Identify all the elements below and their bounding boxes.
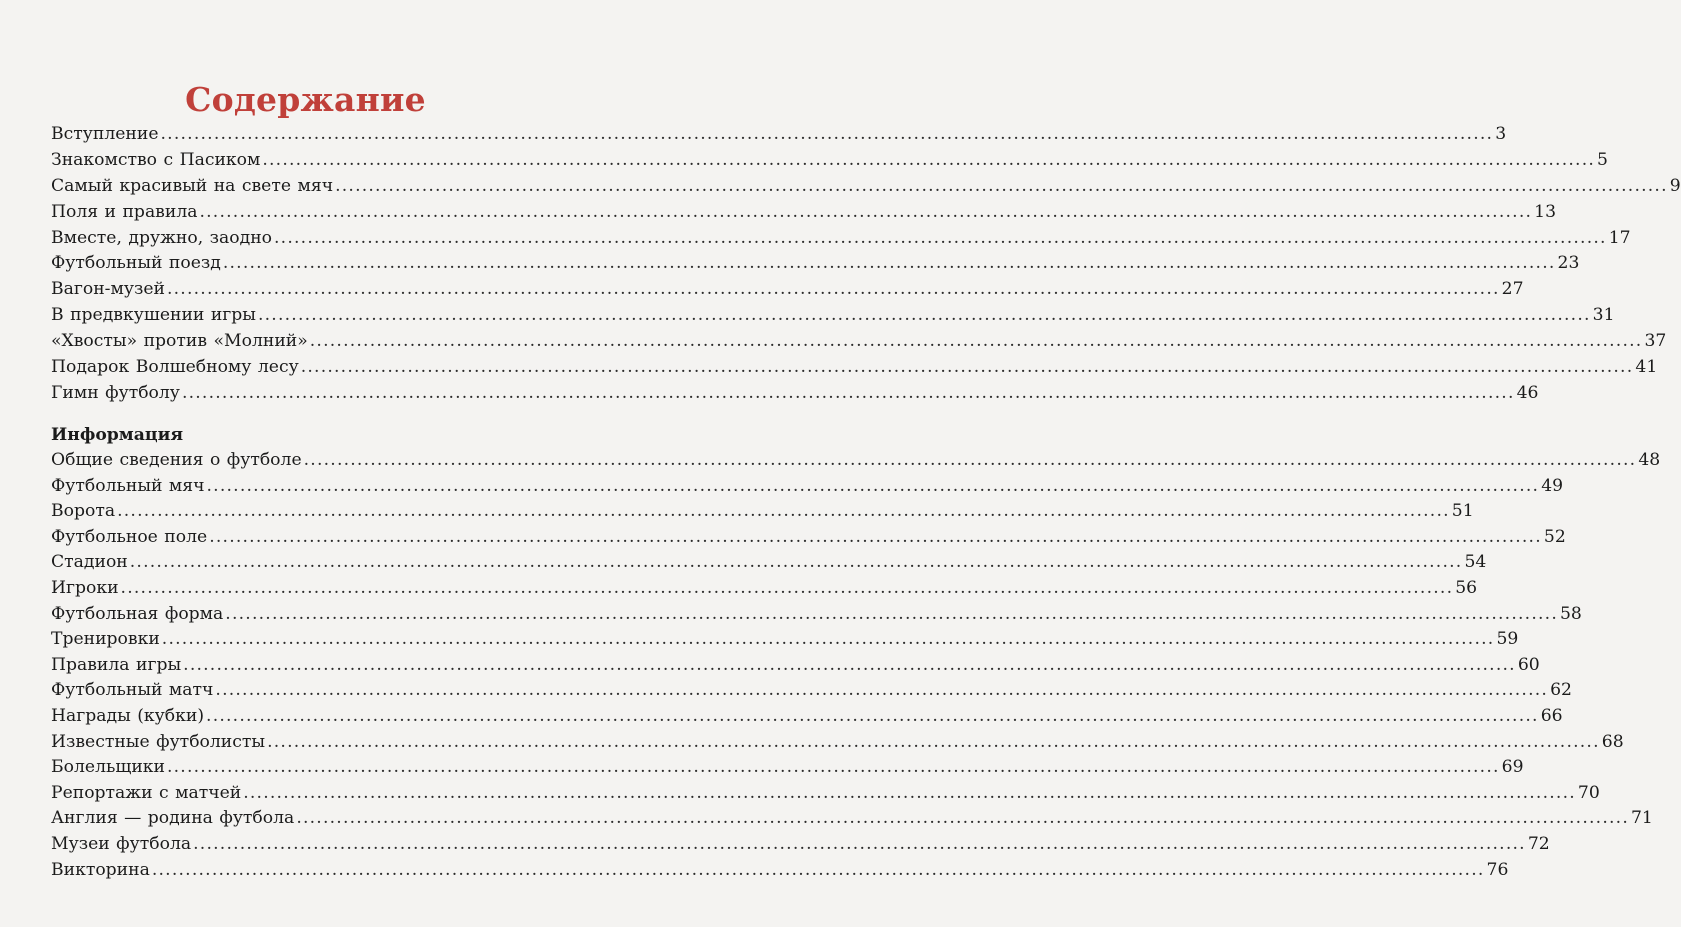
- toc-entry: [51, 329, 1667, 355]
- dot-leader: ........................................................................................................................................................................................................: [296, 808, 1629, 829]
- dot-leader: ........................................................................................................................................................................................................: [183, 654, 1516, 675]
- toc-entry: [51, 858, 1509, 884]
- toc-entry: [51, 200, 1557, 226]
- toc-entry-page-number: 72: [1527, 833, 1550, 854]
- toc-entry: [51, 226, 1631, 252]
- toc-entry-title: Футбольный мяч: [51, 475, 205, 496]
- toc-entry-page-number: 76: [1486, 859, 1509, 880]
- dot-leader: ........................................................................................................................................................................................................: [161, 629, 1495, 650]
- toc-entry-title: Общие сведения о футболе: [51, 450, 302, 470]
- dot-leader: ........................................................................................................................................................................................................: [206, 475, 1540, 496]
- toc-entry-title: Музеи футбола: [51, 833, 192, 854]
- toc-entry-page-number: 9: [1669, 175, 1681, 196]
- toc-entry-page-number: 54: [1464, 552, 1487, 573]
- toc-entry-page-number: 51: [1451, 501, 1474, 522]
- toc-entry: [51, 499, 1474, 525]
- toc-info-list: [51, 448, 1661, 883]
- toc-entry: [51, 355, 1658, 381]
- toc-entry: [51, 576, 1478, 602]
- toc-entry-page-number: 60: [1517, 654, 1540, 675]
- toc-entry-page-number: 52: [1543, 526, 1566, 547]
- toc-entry: [51, 653, 1540, 679]
- toc-entry-title: Стадион: [51, 552, 128, 573]
- toc-entry-title: Вступление: [51, 124, 159, 144]
- dot-leader: ........................................................................................................................................................................................................: [120, 577, 1454, 598]
- toc-entry-page-number: 17: [1608, 227, 1631, 248]
- dot-leader: ........................................................................................................................................................................................................: [303, 450, 1637, 470]
- toc-entry: [51, 678, 1572, 704]
- toc-entry-title: Болельщики: [51, 757, 165, 778]
- toc-entry: [51, 627, 1519, 653]
- toc-entry-page-number: 69: [1501, 757, 1524, 778]
- toc-entry-title: Футбольный матч: [51, 680, 214, 701]
- dot-leader: ........................................................................................................................................................................................................: [129, 552, 1463, 573]
- toc-entry: [51, 251, 1580, 277]
- dot-leader: ........................................................................................................................................................................................................: [209, 526, 1542, 547]
- toc-entry-page-number: 48: [1638, 450, 1661, 470]
- dot-leader: ........................................................................................................................................................................................................: [181, 382, 1515, 403]
- toc-entry-title: Награды (кубки): [51, 705, 205, 726]
- toc-entry-title: Известные футболисты: [51, 731, 266, 752]
- toc-entry-page-number: 66: [1540, 705, 1563, 726]
- toc-entry: [51, 832, 1550, 858]
- dot-leader: ........................................................................................................................................................................................................: [166, 279, 1500, 300]
- toc-entry-title: Футбольное поле: [51, 526, 208, 547]
- dot-leader: ........................................................................................................................................................................................................: [193, 833, 1526, 854]
- dot-leader: ........................................................................................................................................................................................................: [262, 149, 1596, 170]
- toc-entry-title: Поля и правила: [51, 201, 198, 222]
- toc-entry-title: Правила игры: [51, 654, 182, 675]
- toc-entry-title: Репортажи с матчей: [51, 782, 242, 803]
- dot-leader: ........................................................................................................................................................................................................: [274, 227, 1607, 248]
- toc-entry-page-number: 71: [1631, 808, 1653, 829]
- toc-entry: [51, 381, 1539, 407]
- dot-leader: ........................................................................................................................................................................................................: [267, 731, 1600, 752]
- dot-leader: ........................................................................................................................................................................................................: [300, 357, 1634, 378]
- toc-entry: [51, 122, 1507, 148]
- toc-entry: [51, 550, 1487, 576]
- toc-entry: [51, 781, 1600, 807]
- toc-entry-page-number: 46: [1516, 382, 1539, 403]
- toc-entry: [51, 277, 1524, 303]
- dot-leader: ........................................................................................................................................................................................................: [335, 175, 1668, 196]
- dot-leader: ........................................................................................................................................................................................................: [151, 859, 1485, 880]
- dot-leader: ........................................................................................................................................................................................................: [309, 331, 1643, 352]
- toc-entry-title: Игроки: [51, 577, 119, 598]
- toc-entry: [51, 755, 1524, 781]
- toc-entry-title: Подарок Волшебному лесу: [51, 357, 299, 378]
- dot-leader: ........................................................................................................................................................................................................: [225, 603, 1558, 624]
- toc-entry-page-number: 31: [1592, 305, 1615, 326]
- dot-leader: ........................................................................................................................................................................................................: [117, 501, 1450, 522]
- toc-entry-title: В предвкушении игры: [51, 305, 256, 326]
- toc-entry-page-number: 13: [1534, 201, 1557, 222]
- toc-entry: [51, 704, 1563, 730]
- toc-entry: [51, 448, 1661, 474]
- toc-entry-page-number: 3: [1495, 124, 1507, 144]
- toc-entry: [51, 525, 1566, 551]
- dot-leader: ........................................................................................................................................................................................................: [160, 124, 1494, 144]
- toc-entry-title: Знакомство с Пасиком: [51, 149, 261, 170]
- toc-entry-page-number: 23: [1557, 253, 1580, 274]
- toc-info-section: [51, 422, 1661, 883]
- dot-leader: ........................................................................................................................................................................................................: [206, 705, 1539, 726]
- toc-entry-title: Викторина: [51, 859, 150, 880]
- toc-entry: [51, 303, 1615, 329]
- toc-entry-page-number: 5: [1597, 149, 1608, 170]
- toc-entry: [51, 806, 1653, 832]
- toc-entry-title: Гимн футболу: [51, 382, 180, 403]
- toc-entry-title: Вместе, дружно, заодно: [51, 227, 272, 248]
- toc-entry-page-number: 41: [1635, 357, 1658, 378]
- dot-leader: ........................................................................................................................................................................................................: [166, 757, 1500, 778]
- dot-leader: ........................................................................................................................................................................................................: [199, 201, 1533, 222]
- toc-entry-page-number: 70: [1577, 782, 1600, 803]
- toc-entry: [51, 730, 1624, 756]
- toc-entry-title: Самый красивый на свете мяч: [51, 175, 334, 196]
- toc-entry-page-number: 59: [1496, 629, 1519, 650]
- dot-leader: ........................................................................................................................................................................................................: [243, 782, 1576, 803]
- page-title: Содержание: [185, 80, 426, 120]
- toc-entry-title: Ворота: [51, 501, 116, 522]
- dot-leader: ........................................................................................................................................................................................................: [215, 680, 1549, 701]
- toc-entry-page-number: 58: [1559, 603, 1582, 624]
- toc-main-list: [51, 122, 1681, 407]
- toc-entry-page-number: 56: [1455, 577, 1478, 598]
- toc-entry-page-number: 49: [1541, 475, 1564, 496]
- toc-entry: [51, 602, 1582, 628]
- toc-entry-page-number: 62: [1550, 680, 1572, 701]
- toc-entry-title: Футбольная форма: [51, 603, 224, 624]
- toc-entry-page-number: 27: [1501, 279, 1524, 300]
- toc-entry: [51, 174, 1681, 200]
- toc-entry-title: Футбольный поезд: [51, 253, 221, 274]
- toc-entry-page-number: 37: [1644, 331, 1667, 352]
- toc-entry-page-number: 68: [1601, 731, 1624, 752]
- toc-entry-title: Англия — родина футбола: [51, 808, 295, 829]
- dot-leader: ........................................................................................................................................................................................................: [257, 305, 1591, 326]
- toc-entry-title: «Хвосты» против «Молний»: [51, 331, 308, 352]
- dot-leader: ........................................................................................................................................................................................................: [222, 253, 1556, 274]
- toc-entry-title: Тренировки: [51, 629, 160, 650]
- toc-entry: [51, 474, 1564, 500]
- toc-entry-title: Вагон-музей: [51, 279, 165, 300]
- section-heading: Информация: [51, 425, 184, 445]
- toc-entry: [51, 148, 1608, 174]
